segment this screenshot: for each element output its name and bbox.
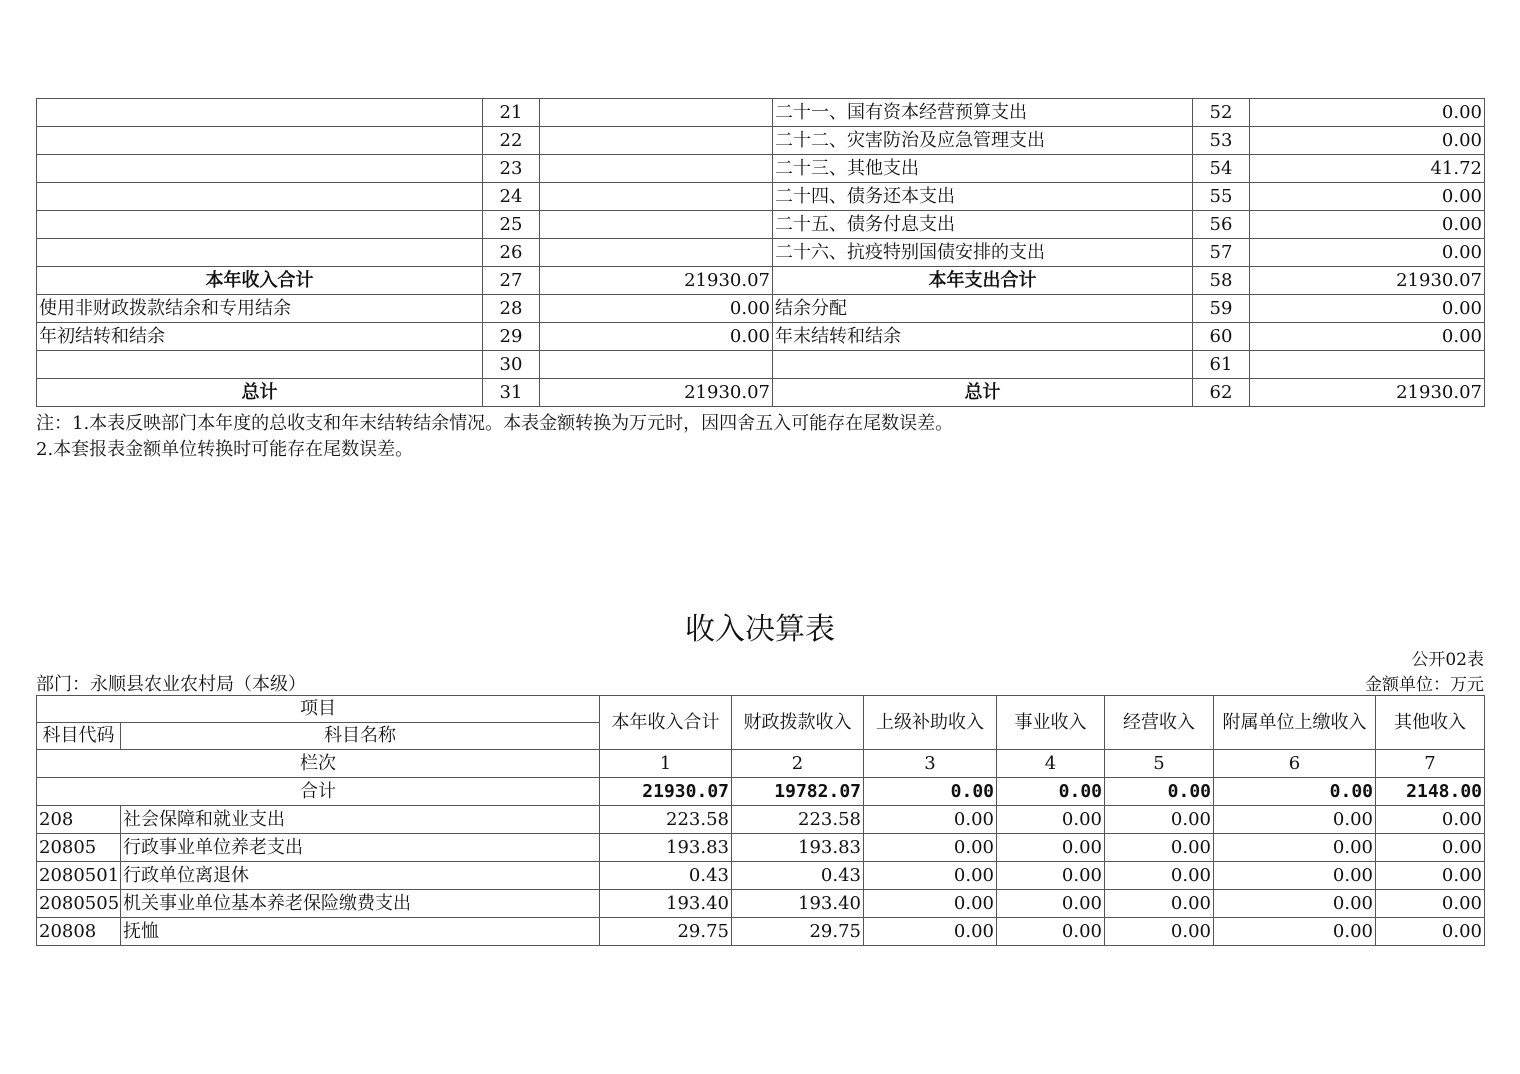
expense-row-number: 55: [1193, 183, 1250, 211]
column-order-row: [37, 750, 1485, 778]
header-row-1: [37, 696, 1485, 723]
expense-item-label: 年末结转和结余: [773, 323, 1193, 351]
amount-cell: 0.00: [1214, 862, 1376, 890]
income-row-number: 28: [483, 295, 540, 323]
amount-cell: 0.00: [1376, 834, 1485, 862]
expense-row-number: 61: [1193, 351, 1250, 379]
col-number-5: 5: [1105, 750, 1214, 778]
amount-cell: 0.00: [1214, 918, 1376, 946]
income-item-label: 使用非财政拨款结余和专用结余: [37, 295, 483, 323]
amount-cell: 0.00: [864, 890, 997, 918]
income-amount: 0.00: [540, 295, 773, 323]
income-amount: 0.00: [540, 323, 773, 351]
subject-name: 行政单位离退休: [121, 862, 600, 890]
col-number-6: 6: [1214, 750, 1376, 778]
amount-cell: 0.00: [997, 918, 1105, 946]
amount-cell: 0.43: [600, 862, 732, 890]
expense-amount: 0.00: [1250, 295, 1485, 323]
subject-name: 抚恤: [121, 918, 600, 946]
table-row: [37, 806, 1485, 834]
amount-cell: 223.58: [600, 806, 732, 834]
amount-cell: 0.00: [1376, 806, 1485, 834]
amount-cell: 0.00: [1105, 834, 1214, 862]
amount-cell: 0.00: [1376, 862, 1485, 890]
subject-name: 社会保障和就业支出: [121, 806, 600, 834]
table-notes: [36, 411, 953, 463]
summary-row: [37, 99, 1485, 127]
amount-cell: 0.00: [864, 834, 997, 862]
income-item-label: [37, 99, 483, 127]
subject-code: 20805: [37, 834, 121, 862]
expense-row-number: 53: [1193, 127, 1250, 155]
amount-cell: 0.00: [997, 890, 1105, 918]
unit-label: 金额单位：万元: [1365, 675, 1484, 695]
expense-item-label: 本年支出合计: [773, 267, 1193, 295]
expense-item-label: 结余分配: [773, 295, 1193, 323]
amount-cell: 0.00: [864, 862, 997, 890]
income-table: [36, 695, 1485, 946]
summary-row: [37, 239, 1485, 267]
summary-row: [37, 155, 1485, 183]
subject-code: 20808: [37, 918, 121, 946]
expense-row-number: 59: [1193, 295, 1250, 323]
header-col-1: 本年收入合计: [600, 696, 732, 750]
income-row-number: 22: [483, 127, 540, 155]
header-subject-name: 科目名称: [121, 723, 600, 750]
subject-name: 机关事业单位基本养老保险缴费支出: [121, 890, 600, 918]
col-number-3: 3: [864, 750, 997, 778]
amount-cell: 0.00: [1376, 890, 1485, 918]
expense-item-label: 二十一、国有资本经营预算支出: [773, 99, 1193, 127]
col-number-1: 1: [600, 750, 732, 778]
amount-cell: 0.00: [1105, 890, 1214, 918]
table-row: [37, 834, 1485, 862]
expense-item-label: 二十四、债务还本支出: [773, 183, 1193, 211]
income-item-label: [37, 127, 483, 155]
table-code: 公开02表: [1411, 650, 1484, 670]
amount-cell: 0.00: [1105, 862, 1214, 890]
income-amount: [540, 211, 773, 239]
income-item-label: 总计: [37, 379, 483, 407]
total-value: 0.00: [997, 778, 1105, 806]
header-col-6: 附属单位上缴收入: [1214, 696, 1376, 750]
amount-cell: 193.83: [732, 834, 864, 862]
amount-cell: 0.00: [1214, 806, 1376, 834]
subject-code: 2080501: [37, 862, 121, 890]
income-item-label: [37, 351, 483, 379]
income-table-title: 收入决算表: [685, 612, 835, 647]
amount-cell: 29.75: [732, 918, 864, 946]
summary-row: [37, 323, 1485, 351]
amount-cell: 0.00: [997, 834, 1105, 862]
income-item-label: 本年收入合计: [37, 267, 483, 295]
header-col-7: 其他收入: [1376, 696, 1485, 750]
expense-item-label: 二十五、债务付息支出: [773, 211, 1193, 239]
expense-item-label: 二十三、其他支出: [773, 155, 1193, 183]
expense-amount: 0.00: [1250, 211, 1485, 239]
total-value: 19782.07: [732, 778, 864, 806]
income-row-number: 29: [483, 323, 540, 351]
subject-code: 208: [37, 806, 121, 834]
income-row-number: 30: [483, 351, 540, 379]
expense-row-number: 52: [1193, 99, 1250, 127]
expense-row-number: 60: [1193, 323, 1250, 351]
summary-table: [36, 98, 1485, 407]
income-amount: 21930.07: [540, 267, 773, 295]
expense-amount: [1250, 351, 1485, 379]
expense-item-label: 二十六、抗疫特别国债安排的支出: [773, 239, 1193, 267]
amount-cell: 0.00: [1105, 918, 1214, 946]
table-row: [37, 890, 1485, 918]
amount-cell: 0.00: [1376, 918, 1485, 946]
income-table-body: [37, 696, 1485, 946]
total-value: 0.00: [1105, 778, 1214, 806]
expense-amount: 0.00: [1250, 127, 1485, 155]
expense-item-label: [773, 351, 1193, 379]
expense-row-number: 54: [1193, 155, 1250, 183]
total-value: 0.00: [864, 778, 997, 806]
expense-item-label: 二十二、灾害防治及应急管理支出: [773, 127, 1193, 155]
income-amount: [540, 99, 773, 127]
header-col-2: 财政拨款收入: [732, 696, 864, 750]
expense-row-number: 56: [1193, 211, 1250, 239]
summary-row: [37, 379, 1485, 407]
amount-cell: 0.00: [997, 862, 1105, 890]
col-number-2: 2: [732, 750, 864, 778]
table-row: [37, 918, 1485, 946]
total-value: 2148.00: [1376, 778, 1485, 806]
summary-row: [37, 183, 1485, 211]
expense-amount: 41.72: [1250, 155, 1485, 183]
income-item-label: 年初结转和结余: [37, 323, 483, 351]
subject-name: 行政事业单位养老支出: [121, 834, 600, 862]
income-item-label: [37, 183, 483, 211]
col-number-4: 4: [997, 750, 1105, 778]
income-row-number: 25: [483, 211, 540, 239]
amount-cell: 0.00: [1214, 834, 1376, 862]
amount-cell: 0.00: [864, 918, 997, 946]
header-col-3: 上级补助收入: [864, 696, 997, 750]
col-number-7: 7: [1376, 750, 1485, 778]
expense-amount: 21930.07: [1250, 379, 1485, 407]
amount-cell: 223.58: [732, 806, 864, 834]
expense-row-number: 57: [1193, 239, 1250, 267]
summary-row: [37, 211, 1485, 239]
expense-amount: 0.00: [1250, 323, 1485, 351]
total-label: 合计: [37, 778, 600, 806]
expense-row-number: 58: [1193, 267, 1250, 295]
income-amount: [540, 155, 773, 183]
income-row-number: 26: [483, 239, 540, 267]
amount-cell: 193.40: [600, 890, 732, 918]
income-item-label: [37, 155, 483, 183]
income-amount: [540, 183, 773, 211]
total-row: [37, 778, 1485, 806]
expense-amount: 0.00: [1250, 239, 1485, 267]
note-line-1: 注：1.本表反映部门本年度的总收支和年末结转结余情况。本表金额转换为万元时，因四舍五入可能存在尾数误差。: [36, 413, 954, 434]
note-line-2: 2.本套报表金额单位转换时可能存在尾数误差。: [36, 439, 414, 460]
amount-cell: 0.00: [1214, 890, 1376, 918]
amount-cell: 0.00: [864, 806, 997, 834]
income-item-label: [37, 211, 483, 239]
income-amount: [540, 127, 773, 155]
income-amount: 21930.07: [540, 379, 773, 407]
summary-row: [37, 295, 1485, 323]
income-row-number: 27: [483, 267, 540, 295]
expense-row-number: 62: [1193, 379, 1250, 407]
amount-cell: 29.75: [600, 918, 732, 946]
department-label: 部门：永顺县农业农村局（本级）: [36, 674, 306, 695]
header-col-4: 事业收入: [997, 696, 1105, 750]
summary-table-body: [37, 99, 1485, 407]
income-amount: [540, 351, 773, 379]
table-row: [37, 862, 1485, 890]
amount-cell: 193.83: [600, 834, 732, 862]
expense-amount: 0.00: [1250, 99, 1485, 127]
amount-cell: 0.00: [997, 806, 1105, 834]
summary-row: [37, 351, 1485, 379]
header-item: 项目: [37, 696, 600, 723]
expense-item-label: 总计: [773, 379, 1193, 407]
amount-cell: 193.40: [732, 890, 864, 918]
amount-cell: 0.43: [732, 862, 864, 890]
total-value: 21930.07: [600, 778, 732, 806]
expense-amount: 21930.07: [1250, 267, 1485, 295]
income-row-number: 24: [483, 183, 540, 211]
total-value: 0.00: [1214, 778, 1376, 806]
header-subject-code: 科目代码: [37, 723, 121, 750]
income-row-number: 21: [483, 99, 540, 127]
summary-row: [37, 127, 1485, 155]
summary-row: [37, 267, 1485, 295]
column-order-label: 栏次: [37, 750, 600, 778]
income-row-number: 31: [483, 379, 540, 407]
income-row-number: 23: [483, 155, 540, 183]
income-item-label: [37, 239, 483, 267]
header-col-5: 经营收入: [1105, 696, 1214, 750]
income-amount: [540, 239, 773, 267]
amount-cell: 0.00: [1105, 806, 1214, 834]
subject-code: 2080505: [37, 890, 121, 918]
expense-amount: 0.00: [1250, 183, 1485, 211]
